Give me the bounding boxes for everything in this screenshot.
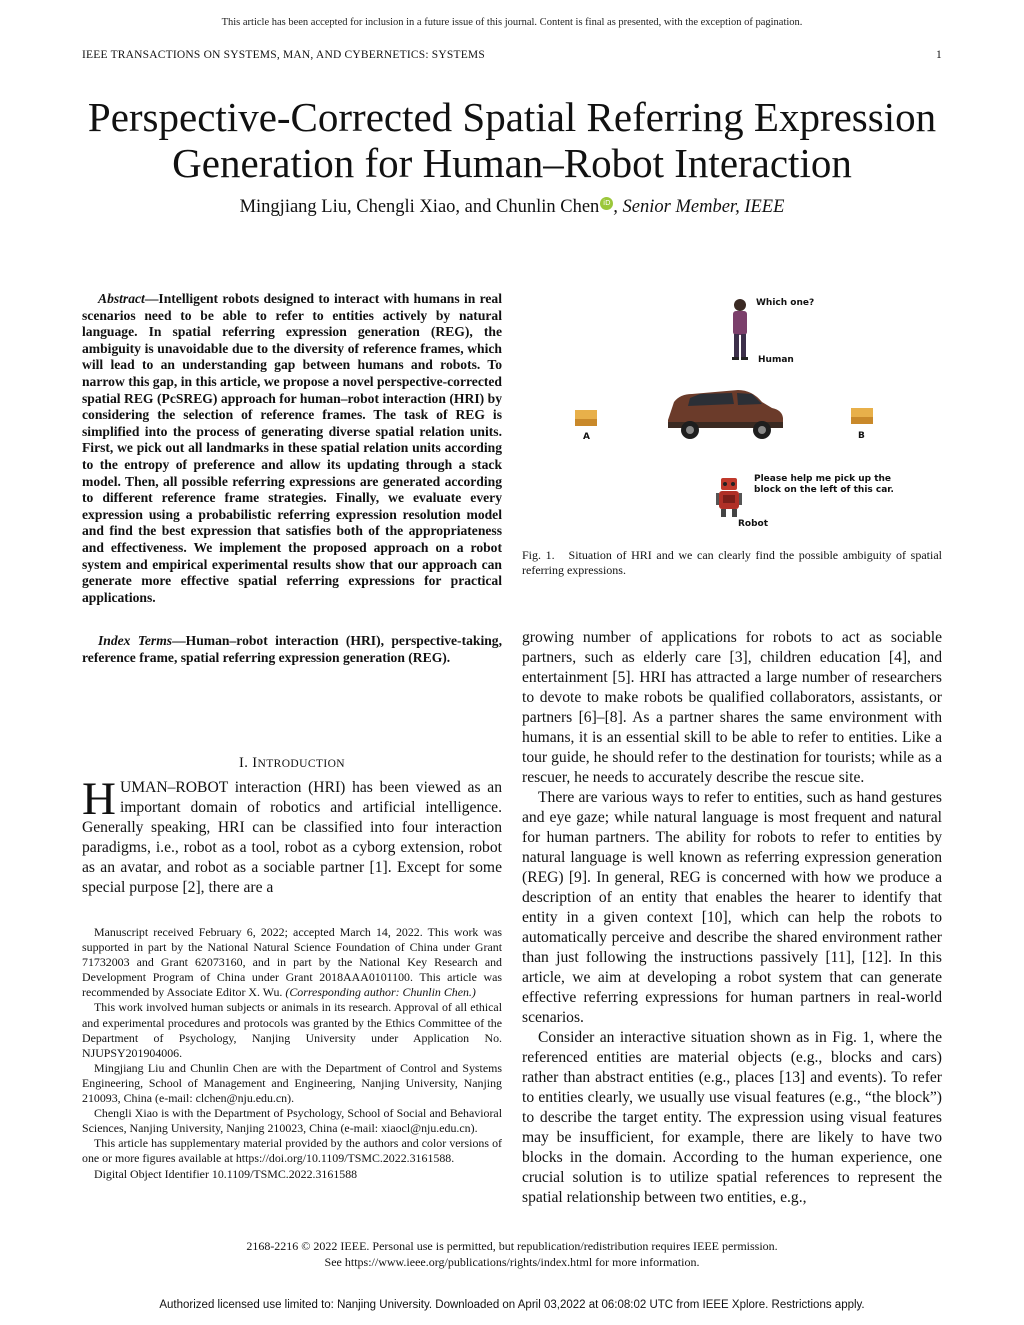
human-speech: Which one? xyxy=(756,298,815,308)
page-number: 1 xyxy=(936,49,942,61)
footnote: Manuscript received February 6, 2022; accepted March 14, 2022. This work was supported in part by the National Natural Science Foundation of China under Grant 71732003 and Grant 62073160, and in part by the National Key Research and Development Program of China under Grant 2018AAA0101100. This article was recommended by Associate Editor X. Wu. (Corresponding author: Chunlin Chen.) xyxy=(82,925,502,1000)
abstract-label: Abstract xyxy=(98,291,145,306)
caption-text: Situation of HRI and we can clearly find the possible ambiguity of spatial referring expressions. xyxy=(522,548,942,577)
author-line xyxy=(0,197,1024,218)
author-names: Mingjiang Liu, Chengli Xiao, and Chunlin Chen xyxy=(239,197,600,217)
index-terms-label: Index Terms xyxy=(98,633,173,648)
human-figure xyxy=(732,299,748,360)
acceptance-notice: This article has been accepted for inclusion in a future issue of this journal. Content is final as presented, with the exception of pagination. xyxy=(221,17,803,28)
intro-paragraph xyxy=(82,773,502,898)
index-terms-text: —Human–robot interaction (HRI), perspective-taking, reference frame, spatial referring expression generation (REG). xyxy=(82,633,502,665)
human-label: Human xyxy=(758,355,794,365)
figure-1 xyxy=(540,290,940,535)
body-paragraph: Consider an interactive situation shown as in Fig. 1, where the referenced entities are material objects (e.g., blocks and cars) rather than abstract entities (e.g., places [13] and events). To refer to entities clearly, we usually use visual features (e.g., “the block”) to describe the target entity. The expression using visual features may be insufficient, for example, there are likely to have two blocks in the domain. According to the human experience, one crucial solution is to utilize spatial references to represent the spatial relationship between two entities, e.g., xyxy=(522,1029,942,1206)
body-paragraph: growing number of applications for robots to act as sociable partners, such as elderly care [3], children education [4], and entertainment [5]. HRI has attracted a large number of researchers to devote to make robots be qualified collaborators, assistants, or partners [6]–[8]. As a partner shares the same environment with humans, it is an essential skill to be able to refer to entities. Like a tour guide, he should refer to the destination for tourists; while as a rescuer, he needs to accurately describe the rescue site. xyxy=(522,629,942,786)
license-footer: Authorized licensed use limited to: Nanjing University. Downloaded on April 03,2022 at 06:08:02 UTC from IEEE Xplore. Restrictions apply. xyxy=(159,1299,865,1311)
car xyxy=(668,390,783,439)
robot-speech-line-2: block on the left of this car. xyxy=(754,485,894,495)
title-line-2: Generation for Human–Robot Interaction xyxy=(172,140,852,186)
orcid-icon[interactable]: iD xyxy=(600,197,613,210)
footnote: Chengli Xiao is with the Department of Psychology, School of Social and Behavioral Sciences, Nanjing University, Nanjing 210023, China (e-mail: xiaocl@nju.edu.cn). xyxy=(82,1106,502,1136)
running-head xyxy=(82,49,942,61)
footnote: Digital Object Identifier 10.1109/TSMC.2022.3161588 xyxy=(94,1166,358,1181)
index-terms xyxy=(82,633,502,666)
footnote: Mingjiang Liu and Chunlin Chen are with the Department of Control and Systems Engineering, School of Management and Engineering, Nanjing University, Nanjing 210093, China (e-mail: clchen@nju.edu.cn). xyxy=(82,1060,502,1106)
right-column-body xyxy=(522,628,942,1208)
author-membership: , Senior Member, IEEE xyxy=(613,197,785,217)
figure-caption xyxy=(522,548,942,578)
title-line-1: Perspective-Corrected Spatial Referring Expression xyxy=(87,94,937,140)
block-a-label: A xyxy=(583,432,590,442)
footnotes xyxy=(82,925,502,1182)
block-b xyxy=(851,408,873,424)
journal-name: IEEE TRANSACTIONS ON SYSTEMS, MAN, AND CYBERNETICS: SYSTEMS xyxy=(82,49,485,61)
block-a xyxy=(575,410,597,426)
body-paragraph: There are various ways to refer to entities, such as hand gestures and eye gaze; while natural language is most frequent and natural for human partners. The ability for robots to refer to entities by natural language is well known as referring expression generation (REG) [9]. In general, REG is concerned with how we produce a description of an entity that enables the hearer to identify that entity in a given context [10], which can help the robots to automatically perceive and describe the shared environment rather than just following the instructions passively [11], [12]. In this article, we aim at developing a robot system that can generate effective referring expressions for human partners in real-world scenarios. xyxy=(522,789,942,1026)
block-b-label: B xyxy=(858,431,865,441)
footnote: This article has supplementary material provided by the authors and color versions of one or more figures available at https://doi.org/10.1109/TSMC.2022.3161588. xyxy=(82,1136,502,1166)
footnote: This work involved human subjects or animals in its research. Approval of all ethical and experimental procedures and protocols was granted by the Ethics Committee of the Department of Psychology, Nanjing University under Application No. NJUPSY201904006. xyxy=(82,1000,502,1060)
paper-title xyxy=(0,94,1024,186)
section-numeral: I. xyxy=(239,755,253,771)
section-title-rest: NTRODUCTION xyxy=(257,758,345,770)
copyright-line-2: See https://www.ieee.org/publications/rights/index.html for more information. xyxy=(324,1255,700,1269)
copyright-line-1: 2168-2216 © 2022 IEEE. Personal use is permitted, but republication/redistribution requires IEEE permission. xyxy=(246,1239,778,1253)
abstract xyxy=(82,291,502,606)
drop-cap: H xyxy=(82,773,116,825)
section-first-letter: I xyxy=(252,755,258,771)
intro-text: UMAN–ROBOT interaction (HRI) has been viewed as an important domain of robotics and artificial intelligence. Generally speaking, HRI can be classified into four interaction paradigms, i.e., robot as a tool, robot as a cyborg extension, robot as an avatar, and robot as a sociable partner [1]. Except for some special purpose [2], there are a xyxy=(82,779,502,896)
abstract-text: —Intelligent robots designed to interact with humans in real scenarios need to be able to refer to entities actively by natural language. In spatial referring expression generation (REG), the ambiguity is unavoidable due to the diversity of reference frames, which will lead to an understanding gap between humans and robots. To narrow this gap, in this article, we propose a novel perspective-corrected spatial REG (PcSREG) approach for human–robot interaction (HRI) by considering the selection of reference frames. The task of REG is simplified into the process of generating diverse spatial relation units. First, we pick out all landmarks in these spatial relation units according to the entropy of preference and allow its updating through a stack model. Then, all possible referring expressions are generated according to different reference frame strategies. Finally, we evaluate every expression using a probabilistic referring expression resolution model and find the best expression that satisfies both of the appropriateness and effectiveness. We implement the proposed approach on a robot system and empirical experimental results show that our approach can generate more effective spatial referring expressions for practical applications. xyxy=(82,291,502,605)
robot-figure xyxy=(716,478,742,517)
section-heading xyxy=(82,755,502,772)
copyright-notice xyxy=(0,1238,1024,1270)
robot-speech-line-1: Please help me pick up the xyxy=(754,474,892,484)
caption-label: Fig. 1. xyxy=(522,548,555,562)
robot-label: Robot xyxy=(738,519,769,529)
